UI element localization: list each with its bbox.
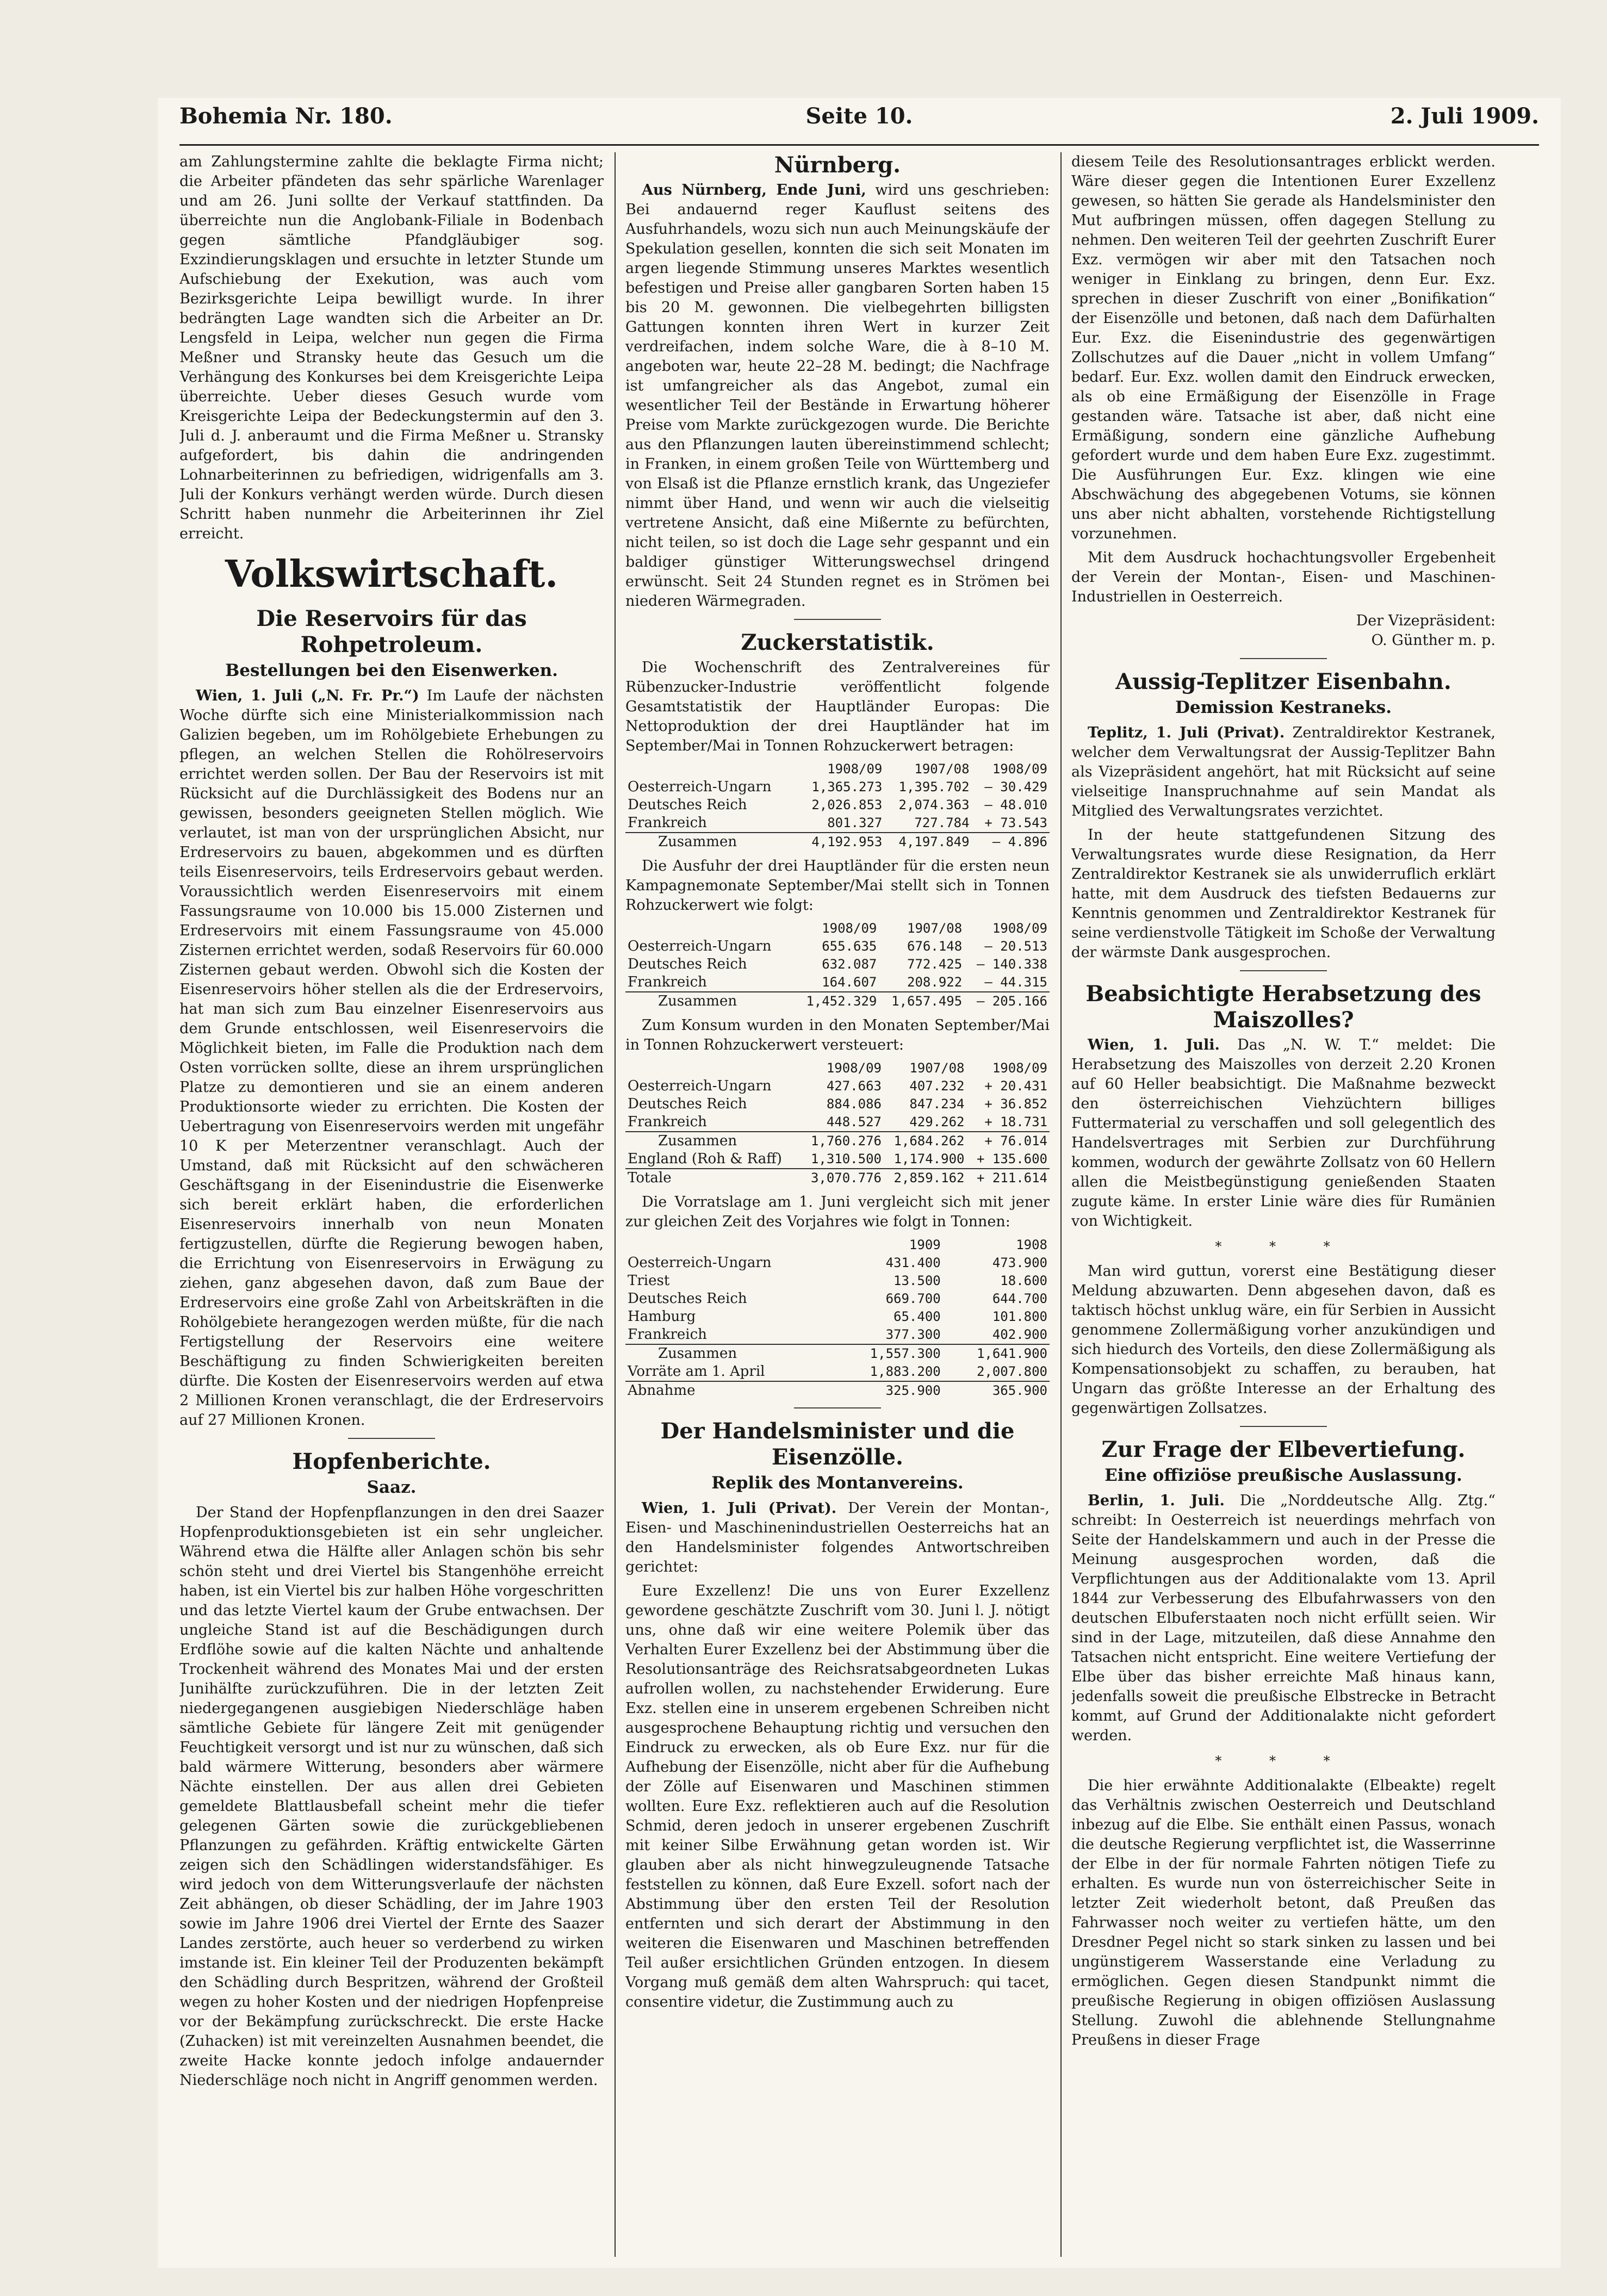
cell: 847.234 <box>909 1096 965 1112</box>
article-paragraph <box>179 686 604 1430</box>
sugar-consumption-table <box>625 1059 1050 1187</box>
cell: — 4.896 <box>972 833 1050 851</box>
row-label: Triest <box>628 1273 670 1289</box>
cell: 164.607 <box>822 975 877 990</box>
cell: 101.800 <box>992 1309 1047 1324</box>
sugar-production-table <box>625 760 1050 851</box>
sugar-stock-table <box>625 1236 1050 1400</box>
page-header <box>179 103 1539 141</box>
header-rule <box>179 144 1539 146</box>
cell: 431.400 <box>885 1255 941 1270</box>
paragraph-text: Der Verein der Montan-, Eisen- und Maschinenindustriellen Oesterreichs hat an den Handelsminister folgendes Antwortschreiben gerichtet: <box>625 1500 1050 1575</box>
cell: 1,760.276 <box>801 1132 884 1150</box>
cell: 2,859.162 <box>884 1169 967 1187</box>
cell: — 20.513 <box>984 939 1047 954</box>
column-rule <box>1060 152 1062 2257</box>
cell: + 18.731 <box>984 1114 1047 1130</box>
cell: 1,395.702 <box>898 779 970 795</box>
column-1 <box>179 152 604 2257</box>
article-paragraph <box>1071 723 1496 821</box>
cell: + 135.600 <box>976 1151 1047 1166</box>
cell: 377.300 <box>885 1327 941 1342</box>
masthead-issue: Bohemia Nr. 180. <box>179 103 393 129</box>
table-total-row <box>625 1381 1050 1400</box>
table-sum-row <box>625 833 1050 851</box>
column-header: 1907/08 <box>914 761 970 777</box>
cell: 772.425 <box>907 957 963 972</box>
cell: — 205.166 <box>964 992 1050 1010</box>
cell: 1,657.495 <box>879 992 964 1010</box>
table-header-row <box>625 1236 1050 1254</box>
cell: — 48.010 <box>984 797 1047 812</box>
cell: 427.663 <box>826 1078 882 1094</box>
cell: 3,070.776 <box>801 1169 884 1187</box>
column-3 <box>1071 152 1496 2257</box>
dateline: Berlin, 1. Juli. <box>1088 1492 1225 1509</box>
cell: 2,074.363 <box>898 797 970 812</box>
article-paragraph <box>625 1499 1050 1577</box>
row-label: Oesterreich-Ungarn <box>628 1078 772 1094</box>
separator <box>1240 658 1327 659</box>
row-label: Zusammen <box>625 833 797 851</box>
cell: 884.086 <box>826 1096 882 1112</box>
table-sum-row <box>625 1344 1050 1363</box>
cell: + 20.431 <box>984 1078 1047 1094</box>
cell: 801.327 <box>827 815 883 830</box>
table-row <box>625 778 1050 796</box>
cell: 448.527 <box>826 1114 882 1130</box>
cell: 65.400 <box>894 1309 941 1324</box>
cell: — 140.338 <box>976 957 1047 972</box>
article-paragraph: Die Ausfuhr der drei Hauptländer für die ersten neun Kampagnemonate September/Mai stellt sich in Tonnen Rohzuckerwert wie folgt: <box>625 858 1050 914</box>
article-paragraph: In der heute stattgefundenen Sitzung des Verwaltungsrates wurde diese Resignation, da Herr Zentraldirektor Kestranek sie als unwiderruflich erklärt hatte, mit dem Ausdruck des tiefsten Bedauerns zur Kenntnis genommen und Zentraldirektor Kestranek für seine verdienstvolle Tätigkeit im Schoße der Verwaltung der wärmste Dank ausgesprochen. <box>1071 827 1496 961</box>
cell: 13.500 <box>894 1273 941 1288</box>
article-continuation: am Zahlungstermine zahlte die beklagte Firma nicht; die Arbeiter pfändeten das sehr spärliche Warenlager und am 26. Juni sollte der Verkauf stattfinden. Da überreichte nun die Anglobank-Filiale in Bodenbach gegen sämtliche Pfandgläubiger sog. Exzindierungsklagen und ersuchte in letzter Stunde um Aufschiebung der Exekution, was auch vom Bezirksgerichte Leipa bewilligt wurde. In ihrer bedrängten Lage wandten sich die Arbeiter an Dr. Lengsfeld in Leipa, welcher nun gegen die Firma Meßner und Stransky heute das Gesuch um die Verhängung des Konkurses bei dem Kreisgerichte Leipa überreichte. Ueber dieses Gesuch wurde vom Kreisgerichte Leipa der Bedeckungstermin auf den 3. Juli d. J. anberaumt und die Firma Meßner u. Stransky aufgefordert, bis dahin die andringenden Lohnarbeiterinnen zu befriedigen, widrigenfalls am 3. Juli der Konkurs verhängt werden würde. Durch diesen Schritt haben nunmehr die Arbeiterinnen ihr Ziel erreicht. <box>179 153 604 542</box>
article-headline: Zur Frage der Elbevertiefung. <box>1101 1437 1466 1462</box>
article-paragraph: Der Stand der Hopfenpflanzungen in den drei Saazer Hopfenproduktionsgebieten ist ein sehr ungleicher. Während etwa die Hälfte aller Anlagen schön bis sehr schön steht und drei Viertel bis Stangenhöhe erreicht haben, ist ein Viertel bis zur halben Höhe vorgeschritten und das letzte Viertel kaum der Grube entwachsen. Der ungleiche Stand ist auf die Beschädigungen durch Erdflöhe sowie auf die kalten Nächte und anhaltende Trockenheit während des Monates Mai und der ersten Junihälfte zurückzuführen. Die in der letzten Zeit niedergegangenen ausgiebigen Niederschläge haben sämtliche Gebiete für längere Zeit mit genügender Feuchtigkeit versorgt und ist nur zu wünschen, daß sich bald wärmere Witterung, besonders aber wärmere Nächte einstellen. Der aus allen drei Gebieten gemeldete Blattlausbefall scheint mehr die tiefer gelegenen Gärten sowie die zurückgebliebenen Pflanzungen zu gefährden. Kräftig entwickelte Gärten zeigen sich den Schädlingen widerstandsfähiger. Es wird jedoch von dem Witterungsverlaufe der nächsten Zeit abhängen, ob dieser Schädling, der im Jahre 1903 sowie im Jahre 1906 drei Viertel der Ernte des Saazer Landes zerstörte, auch heuer so verderbend zu wirken imstande ist. Ein kleiner Teil der Produzenten bekämpft den Schädling durch Bespritzen, während der Großteil wegen zu hoher Kosten und der niedrigen Hopfenpreise vor der Bekämpfung zurückschreckt. Die erste Hacke (Zuhacken) ist mit vereinzelten Ausnahmen beendet, die zweite Hacke konnte jedoch infolge andauernder Niederschläge noch nicht in Angriff genommen werden. <box>179 1504 604 2089</box>
column-header: 1908 <box>1016 1237 1047 1252</box>
column-header: 1908/09 <box>826 1060 882 1076</box>
cell: 429.262 <box>909 1114 965 1130</box>
row-label: Deutsches Reich <box>628 1096 747 1112</box>
column-header: 1908/09 <box>822 921 877 936</box>
column-rule <box>615 152 616 2257</box>
separator <box>794 619 881 620</box>
section-stars: * * * <box>1215 1239 1352 1254</box>
row-label: Abnahme <box>625 1381 836 1400</box>
table-row <box>625 1326 1050 1344</box>
cell: 208.922 <box>907 975 963 990</box>
row-label: Hamburg <box>628 1308 696 1325</box>
table-row <box>625 1077 1050 1095</box>
dateline: Wien, 1. Juli (Privat). <box>642 1500 837 1517</box>
cell: 325.900 <box>836 1381 942 1400</box>
signature-title: Der Vizepräsident: <box>1356 612 1496 629</box>
table-header-row <box>625 920 1050 938</box>
cell: 473.900 <box>992 1255 1047 1270</box>
dateline: Wien, 1. Juli („N. Fr. Pr.“) <box>196 687 419 704</box>
table-row <box>625 814 1050 833</box>
table-row <box>625 796 1050 814</box>
cell: + 211.614 <box>966 1169 1050 1187</box>
row-label: Oesterreich-Ungarn <box>628 938 772 954</box>
article-paragraph: Mit dem Ausdruck hochachtungsvoller Ergebenheit der Verein der Montan-, Eisen- und Maschinen-Industriellen in Oesterreich. <box>1071 549 1496 605</box>
column-2 <box>625 152 1050 2257</box>
table-row <box>625 1150 1050 1169</box>
article-headline: Die Reservoirs für das Rohpetroleum. <box>256 606 527 657</box>
table-row <box>625 1272 1050 1290</box>
cell: 1,174.900 <box>894 1151 965 1166</box>
sugar-export-table <box>625 920 1050 1010</box>
cell: 632.087 <box>822 957 877 972</box>
table-row <box>625 1363 1050 1381</box>
table-row <box>625 973 1050 992</box>
row-label: Deutsches Reich <box>628 1290 747 1307</box>
paragraph-text: Das „N. W. T.“ meldet: Die Herabsetzung des Maiszolles von derzeit 2.20 Kronen auf 60 Heller beabsichtigt. Die Maßnahme bezweckt den österreichischen Viehzüchtern billiges Futtermaterial zu verschaffen und soll gelegentlich des Handelsvertrages mit Serbien zur Durchführung kommen, wodurch der gewährte Zollsatz von 60 Hellern allen die Meistbegünstigung genießenden Staaten zugute käme. In erster Linie wäre dies für Rumänien von Wichtigkeit. <box>1071 1037 1496 1230</box>
table-header-row <box>625 760 1050 778</box>
separator <box>1240 970 1327 971</box>
cell: — 44.315 <box>984 975 1047 990</box>
article-subheadline: Replik des Montanvereins. <box>711 1473 964 1493</box>
cell: 727.784 <box>914 815 970 830</box>
cell: 1,641.900 <box>943 1344 1050 1363</box>
article-headline: Beabsichtigte Herabsetzung des Maiszolles? <box>1085 981 1481 1033</box>
newspaper-page <box>158 98 1561 2268</box>
row-label: Frankreich <box>628 815 707 831</box>
table-header-row <box>625 1059 1050 1077</box>
page-number: Seite 10. <box>805 103 913 129</box>
table-row <box>625 938 1050 955</box>
section-stars: * * * <box>1215 1753 1352 1768</box>
cell: — 30.429 <box>984 779 1047 795</box>
table-row <box>625 1113 1050 1132</box>
row-label: Zusammen <box>625 1132 801 1150</box>
row-label: Frankreich <box>628 974 707 990</box>
table-row <box>625 1254 1050 1272</box>
row-label: Oesterreich-Ungarn <box>628 1255 772 1271</box>
article-paragraph: Die Vorratslage am 1. Juni vergleicht sich mit jener zur gleichen Zeit des Vorjahres wie folgt in Tonnen: <box>625 1194 1050 1230</box>
article-paragraph: Eure Exzellenz! Die uns von Eurer Exzellenz gewordene geschätzte Zuschrift vom 30. Juni l. J. nötigt uns, ohne daß wir eine weitere Polemik über das Verhalten Eurer Exzellenz bei der Abstimmung über die Resolutionsanträge des Reichsratsabgeordneten Lukas aufrollen wollen, zu nachstehender Erwiderung. Eure Exz. stellen eine in unserem ergebenen Schreiben nicht ausgesprochene Behauptung richtig und versuchen den Eindruck zu erwecken, als ob Eure Exz. nur für die Aufhebung der Eisenzölle, nicht aber für die Aufhebung der Zölle auf Eisenwaren und Maschinen stimmen wollten. Eure Exz. reflektieren auch auf die Resolution Schmid, deren jedoch in unserer ergebenen Zuschrift mit keiner Silbe Erwähnung getan worden ist. Wir glauben aber als nicht hinwegzuleugnende Tatsache feststellen zu können, daß Eure Exzell. sofort nach der Abstimmung über den ersten Teil der Resolution entfernten und sich derart der Abstimmung in den weiteren die Eisenwaren und Maschinen betreffenden Teil außer ersichtlichen Gründen entzogen. In diesem Vorgang muß gemäß dem alten Wahrspruch: qui tacet, consentire videtur, die Zustimmung auch zu <box>625 1583 1050 2010</box>
column-header: 1907/08 <box>907 921 963 936</box>
row-label: Deutsches Reich <box>628 797 747 813</box>
paragraph-text: wird uns geschrieben: Bei andauernd reger Kauflust seitens des Ausfuhrhandels, wozu sich nun auch Meinungskäufe der Spekulation gesellen, konnten die sich seit Monaten im argen liegende Stimmung unseres Marktes wesentlich befestigen und Preise aller gangbaren Sorten haben 15 bis 20 M. gewonnen. Die vielbegehrten billigsten Gattungen konnten ihren Wert in kurzer Zeit verdreifachen, indem solche Ware, die à 8–10 M. angeboten war, heute 22–28 M. bedingt; die Nachfrage ist umfangreicher als das Angebot, zumal ein wesentlicher Teil der Bestände in Erwartung höherer Preise vom Markte zurückgezogen wurde. Die Berichte aus den Pflanzungen lauten übereinstimmend schlecht; in Franken, in einem großen Teile von Württemberg und von Elsaß ist die Pflanze ernstlich krank, das Ungeziefer nimmt über Hand, und wenn wir auch die vielseitig vertretene Ansicht, daß eine Mißernte zu befürchten, nicht teilen, so ist doch die Lage sehr gespannt und ein baldiger günstiger Witterungswechsel dringend erwünscht. Seit 24 Stunden regnet es in Strömen bei niederen Wärmegraden. <box>625 182 1050 610</box>
cell: + 36.852 <box>984 1096 1047 1112</box>
column-header: 1908/09 <box>827 761 883 777</box>
table-total-row <box>625 1169 1050 1187</box>
separator <box>348 1438 435 1439</box>
article-paragraph: Man wird guttun, vorerst eine Bestätigung dieser Meldung abzuwarten. Denn abgesehen davon, daß es taktisch höchst unklug wäre, ein für Serbien in Aussicht genommene Zollermäßigung vorher anzukündigen und sich hiedurch des Vorteils, den diese Zollermäßigung als Kompensationsobjekt zu schaffen, zu berauben, hat Ungarn das größte Interesse an der Erhaltung des gegenwärtigen Zollsatzes. <box>1071 1263 1496 1417</box>
row-label: England (Roh & Raff) <box>628 1151 782 1167</box>
table-row <box>625 1290 1050 1308</box>
column-header: 1907/08 <box>909 1060 965 1076</box>
cell: 669.700 <box>885 1291 941 1306</box>
cell: 4,197.849 <box>884 833 971 851</box>
paragraph-text: Im Laufe der nächsten Woche dürfte sich eine Ministerialkommission nach Galizien begeben, um im Rohölgebiete Erhebungen zu pflegen, an welchen Stellen die Rohölreservoirs errichtet werden sollen. Der Bau der Reservoirs ist mit Rücksicht auf die Durchlässigkeit des Bodens nur an gewissen, besonders geeigneten Stellen möglich. Wie verlautet, ist man von der ursprünglichen Absicht, nur Erdreservoirs zu bauen, abgekommen und es dürften teils Eisenreservoirs, teils Erdreservoirs gebaut werden. Voraussichtlich werden Eisenreservoirs mit einem Fassungsraume von 10.000 bis 15.000 Zisternen und Erdreservoirs mit einem Fassungsraume von 45.000 Zisternen errichtet werden, sodaß Reservoirs für 60.000 Zisternen gebaut werden. Obwohl sich die Kosten der Eisenreservoirs höher stellen als die der Erdreservoirs, hat man sich zum Bau einzelner Eisenreservoirs aus dem Grunde entschlossen, weil Eisenreservoirs die Möglichkeit bieten, im Falle die Produktion nach dem Osten vorrücken sollte, diese an ihrem ursprünglichen Platze zu demontieren und sie an einem anderen Produktionsorte wieder zu errichten. Die Kosten der Uebertragung von Eisenreservoirs werden mit ungefähr 10 K per Meterzentner veranschlagt. Auch der Umstand, daß mit Rücksicht auf den schwächeren Geschäftsgang in der Eisenindustrie die Eisenwerke sich bereit erklärt haben, die erforderlichen Eisenreservoirs innerhalb von neun Monaten fertigzustellen, dürfte die Regierung bewogen haben, die Errichtung von Eisenreservoirs in Erwägung zu ziehen, ganz abgesehen davon, daß zum Baue der Erdreservoirs eine große Zahl von Arbeitskräften in die Rohölgebiete herangezogen werden müßte, für die nach Fertigstellung der Reservoirs eine weitere Beschäftigung zu finden Schwierigkeiten bereiten dürfte. Die Kosten der Eisenreservoirs werden auf etwa 2 Millionen Kronen veranschlagt, die der Erdreservoirs auf 27 Millionen Kronen. <box>179 687 604 1429</box>
article-paragraph <box>1071 1491 1496 1746</box>
table-row <box>625 1095 1050 1113</box>
cell: 676.148 <box>907 939 963 954</box>
cell: 18.600 <box>1000 1273 1047 1288</box>
article-headline: Aussig-Teplitzer Eisenbahn. <box>1115 669 1451 694</box>
cell: 1,883.200 <box>870 1364 941 1379</box>
article-paragraph: Zum Konsum wurden in den Monaten September/Mai in Tonnen Rohzuckerwert versteuert: <box>625 1017 1050 1053</box>
row-label: Zusammen <box>625 992 794 1010</box>
row-label: Oesterreich-Ungarn <box>628 779 772 795</box>
separator <box>1240 1426 1327 1427</box>
cell: + 76.014 <box>966 1132 1050 1150</box>
signature-name: O. Günther m. p. <box>1371 632 1496 649</box>
article-continuation: diesem Teile des Resolutionsantrages erblickt werden. Wäre dieser gegen die Intentionen Eurer Exzellenz gewesen, so hätten Sie gerade als Handelsminister den Mut aufbringen müssen, offen dagegen Stellung zu nehmen. Den weiteren Teil der geehrten Zuschrift Eurer Exz. vermögen wir aber mit den Tatsachen noch weniger in Einklang zu bringen, denn Eur. Exz. sprechen in dieser Zuschrift von einer „Bonifikation“ der Eisenzölle und betonen, daß nach dem Dafürhalten Eur. Exz. die Eisenindustrie des gegenwärtigen Zollschutzes auf die Dauer „nicht in vollem Umfang“ bedarf. Eur. Exz. wollen damit den Eindruck erwecken, als ob eine Ermäßigung der Eisenzölle in Frage gestanden wäre. Tatsache ist aber, daß nicht eine Ermäßigung, sondern eine gänzliche Aufhebung gefordert wurde und dem haben Eure Exz. zugestimmt. Die Ausführungen Eur. Exz. klingen wie eine Abschwächung des abgegebenen Votums, sie können uns aber nicht abhalten, vorstehende Richtigstellung vorzunehmen. <box>1071 153 1496 542</box>
row-label: Frankreich <box>628 1326 707 1343</box>
column-header: 1908/09 <box>992 761 1047 777</box>
cell: 655.635 <box>822 939 877 954</box>
cell: + 73.543 <box>984 815 1047 830</box>
table-row <box>625 955 1050 973</box>
article-headline: Zuckerstatistik. <box>741 630 934 655</box>
article-paragraph <box>1071 1035 1496 1231</box>
column-header: 1908/09 <box>992 921 1047 936</box>
row-label: Vorräte am 1. April <box>628 1363 765 1380</box>
article-subheadline: Saaz. <box>367 1478 417 1497</box>
article-headline: Hopfenberichte. <box>292 1449 491 1474</box>
article-paragraph: Die Wochenschrift des Zentralvereines für Rübenzucker-Industrie veröffentlicht folgende Gesamtstatistik der Hauptländer Europas: Die Nettoproduktion der drei Hauptländer hat im September/Mai in Tonnen Rohzuckerwert betragen: <box>625 659 1050 754</box>
dateline: Wien, 1. Juli. <box>1088 1037 1220 1053</box>
cell: 2,007.800 <box>976 1364 1047 1379</box>
cell: 407.232 <box>909 1078 965 1094</box>
article-paragraph: Die hier erwähnte Additionalakte (Elbeakte) regelt das Verhältnis zwischen Oesterreich und Deutschland inbezug auf die Elbe. Sie enthält einen Passus, wonach die deutsche Regierung verpflichtet ist, die Wasserrinne der Elbe in der für normale Fahrten nötigen Tiefe zu erhalten. Es wurde nun von österreichischer Seite in letzter Zeit wiederholt betont, daß Preußen das Fahrwasser noch weiter zu vertiefen hätte, um den Dresdner Pegel nicht so stark sinken zu lassen und bei ungünstigerem Wasserstande eine Verladung zu ermöglichen. Gegen diesen Standpunkt nimmt die preußische Regierung in obigen offiziösen Auslassung Stellung. Zuwohl die ablehnende Stellungnahme Preußens in dieser Frage <box>1071 1777 1496 2049</box>
paragraph-text: Die „Norddeutsche Allg. Ztg.“ schreibt: In Oesterreich ist neuerdings mehrfach von Seite der Handelskammern und auch in der Presse die Meinung ausgesprochen worden, daß die Verpflichtungen aus der Additionalakte vom 13. April 1844 zur Verbesserung des Elbufahrwassers von den deutschen Elbuferstaaten noch nicht erfüllt seien. Wir sind in der Lage, mitzuteilen, daß diese Annahme den Tatsachen nicht entspricht. Eine weitere Vertiefung der Elbe über das bisher erreichte Maß hinaus kann, jedenfalls soweit die preußische Elbstrecke in Betracht kommt, auf Grund der Additionalakte nicht gefordert werden. <box>1071 1492 1496 1744</box>
cell: 1,557.300 <box>836 1344 942 1363</box>
article-paragraph <box>625 181 1050 611</box>
column-header: 1908/09 <box>992 1060 1047 1076</box>
issue-date: 2. Juli 1909. <box>1390 103 1539 129</box>
cell: 1,452.329 <box>794 992 879 1010</box>
article-subheadline: Bestellungen bei den Eisenwerken. <box>225 661 558 680</box>
table-row <box>625 1308 1050 1326</box>
table-sum-row <box>625 1132 1050 1150</box>
table-sum-row <box>625 992 1050 1010</box>
row-label: Zusammen <box>625 1344 836 1363</box>
dateline: Teplitz, 1. Juli (Privat). <box>1088 724 1285 741</box>
article-subheadline: Demission Kestraneks. <box>1175 698 1392 717</box>
article-headline: Der Handelsminister und die Eisenzölle. <box>660 1418 1015 1470</box>
article-subheadline: Eine offiziöse preußische Auslassung. <box>1105 1466 1462 1485</box>
section-heading: Volkswirtschaft. <box>225 553 559 596</box>
separator <box>794 1407 881 1408</box>
paragraph-text: Zentraldirektor Kestranek, welcher dem Verwaltungsrat der Aussig-Teplitzer Bahn als Vizepräsident angehört, hat mit Rücksicht auf seine vielseitige Inanspruchnahme auf sein Mandat als Mitglied des Verwaltungsrates verzichtet. <box>1071 724 1496 820</box>
row-label: Frankreich <box>628 1114 707 1130</box>
dateline: Aus Nürnberg, Ende Juni, <box>642 182 866 198</box>
row-label: Totale <box>625 1169 801 1187</box>
cell: 644.700 <box>992 1291 1047 1306</box>
cell: 2,026.853 <box>811 797 883 812</box>
article-headline: Nürnberg. <box>774 152 901 178</box>
cell: 1,684.262 <box>884 1132 967 1150</box>
row-label: Deutsches Reich <box>628 956 747 972</box>
cell: 4,192.953 <box>797 833 884 851</box>
cell: 402.900 <box>992 1327 1047 1342</box>
cell: 1,365.273 <box>811 779 883 795</box>
cell: 365.900 <box>943 1381 1050 1400</box>
cell: 1,310.500 <box>810 1151 882 1166</box>
column-header: 1909 <box>909 1237 941 1252</box>
